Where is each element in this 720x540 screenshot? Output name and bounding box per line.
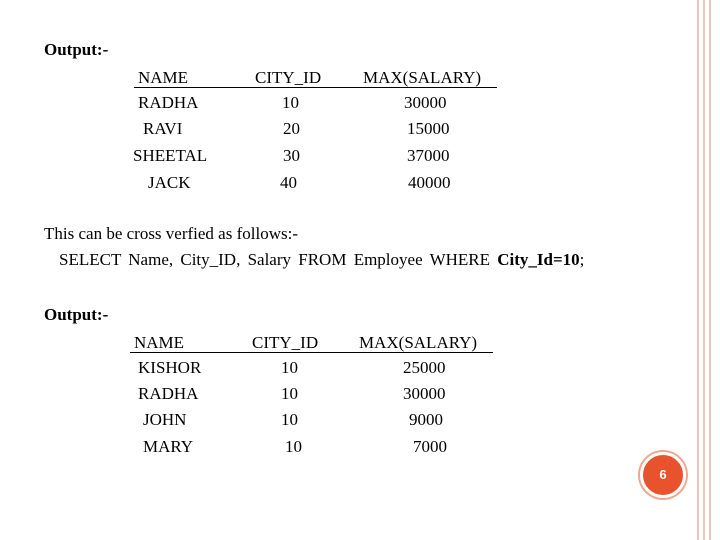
- cell-max-salary: 9000: [409, 410, 443, 429]
- cell-city-id: 10: [281, 384, 298, 403]
- header-max-salary: MAX(SALARY): [359, 333, 478, 352]
- cell-max-salary: 37000: [407, 146, 450, 165]
- cell-name: JOHN: [143, 410, 187, 429]
- table-header-row: [130, 333, 493, 353]
- cell-max-salary: 25000: [403, 358, 446, 377]
- decorative-edge-line: [697, 0, 699, 540]
- cell-city-id: 10: [281, 410, 298, 429]
- output-label-1: Output:-: [44, 40, 109, 59]
- cell-max-salary: 15000: [407, 119, 450, 138]
- cell-city-id: 30: [283, 146, 300, 165]
- cell-name: MARY: [143, 437, 194, 456]
- cell-name: RADHA: [138, 93, 199, 112]
- page-number-badge: 6: [640, 452, 686, 498]
- cell-city-id: 40: [280, 173, 297, 192]
- cell-city-id: 20: [283, 119, 300, 138]
- sql-query-part1: SELECT Name, City_ID, Salary FROM Employee WHERE: [59, 250, 498, 269]
- header-city-id: CITY_ID: [252, 333, 319, 352]
- decorative-edge-line: [709, 0, 711, 540]
- cell-name: SHEETAL: [133, 146, 208, 165]
- verify-text: This can be cross verfied as follows:-: [44, 224, 298, 243]
- sql-query-semicolon: ;: [579, 250, 585, 269]
- cell-city-id: 10: [281, 358, 298, 377]
- cell-city-id: 10: [282, 93, 299, 112]
- cell-max-salary: 30000: [404, 93, 447, 112]
- header-name: NAME: [138, 68, 189, 87]
- output-label-2: Output:-: [44, 305, 109, 324]
- cell-max-salary: 30000: [403, 384, 446, 403]
- sql-query: [59, 250, 584, 270]
- cell-name: RADHA: [138, 384, 199, 403]
- cell-name: RAVI: [143, 119, 183, 138]
- sql-query-condition: City_Id=10: [497, 250, 580, 269]
- header-name: NAME: [134, 333, 185, 352]
- cell-name: JACK: [148, 173, 191, 192]
- header-max-salary: MAX(SALARY): [363, 68, 482, 87]
- header-city-id: CITY_ID: [255, 68, 322, 87]
- table-header-row: [134, 68, 497, 88]
- cell-city-id: 10: [285, 437, 302, 456]
- cell-max-salary: 7000: [413, 437, 447, 456]
- cell-max-salary: 40000: [408, 173, 451, 192]
- decorative-edge-line: [703, 0, 705, 540]
- cell-name: KISHOR: [138, 358, 202, 377]
